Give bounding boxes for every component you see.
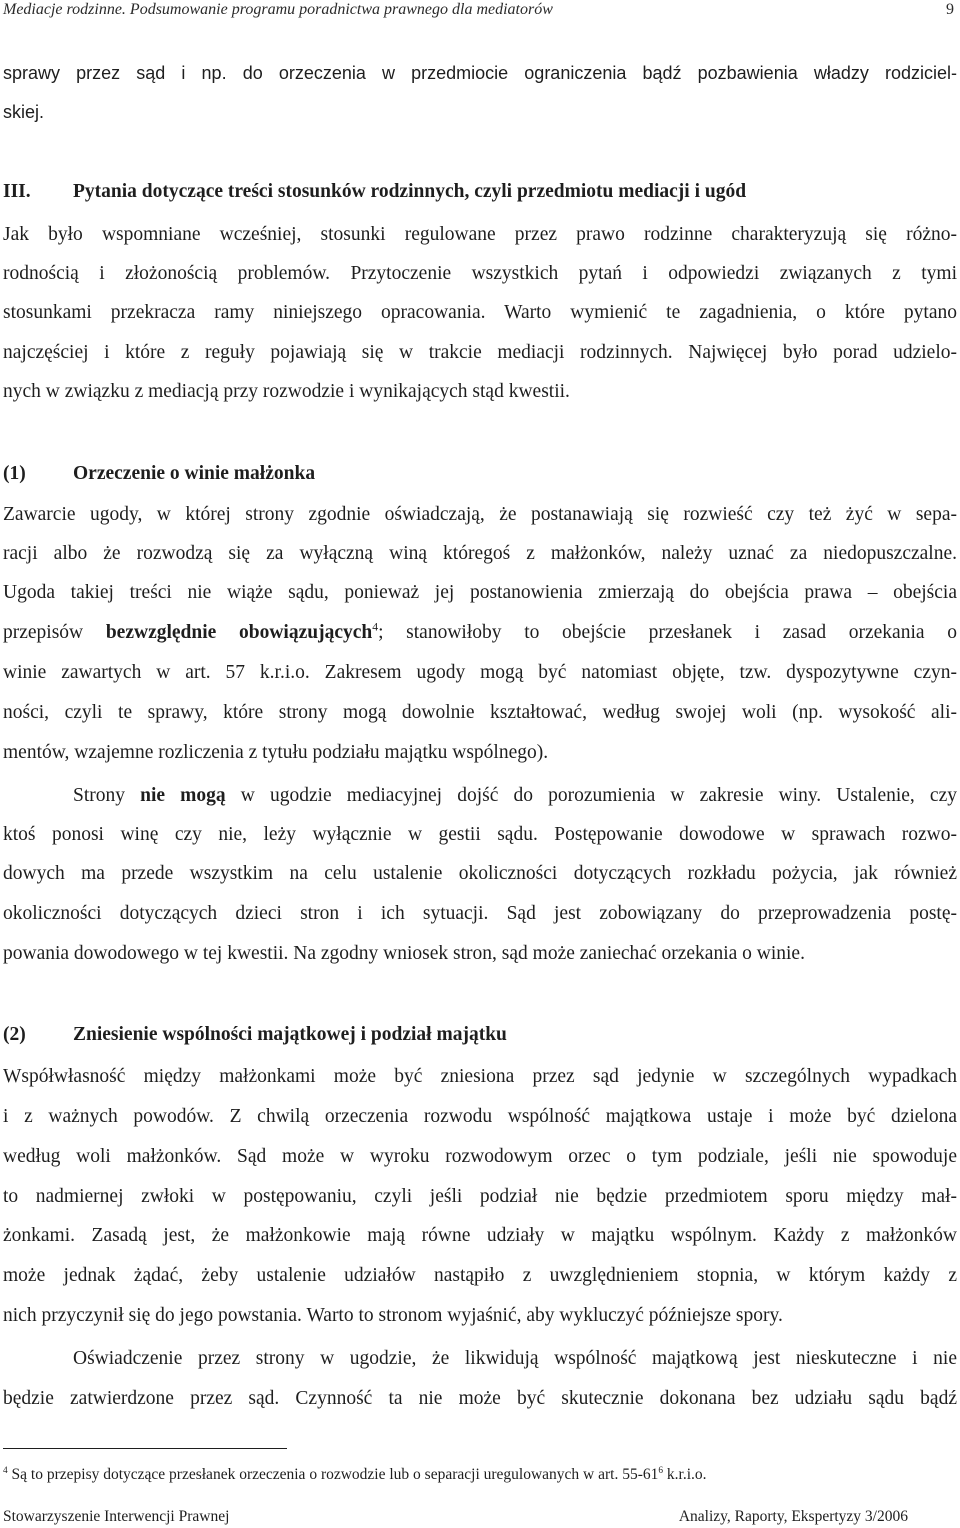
footnote-ref: 4 [372, 620, 379, 634]
bold-term: nie mogą [140, 785, 226, 806]
section-number: (1) [3, 463, 26, 484]
paragraph-line: najczęściej i które z reguły pojawiają się w trakcie mediacji rodzinnych. Najwięcej było porad udzielo- [3, 342, 957, 363]
paragraph-line: Oświadczenie przez strony w ugodzie, że likwidują wspólność majątkową jest nieskuteczne i nie [73, 1348, 957, 1369]
paragraph-line: Współwłasność między małżonkami może być zniesiona przez sąd jedynie w szczególnych wypadkach [3, 1066, 957, 1087]
paragraph-line: Ugoda takiej treści nie wiąże sądu, ponieważ jej postanowienia zmierzają do obejścia prawa – obejścia [3, 582, 957, 603]
intro-line-1: sprawy przez sąd i np. do orzeczenia w przedmiocie ograniczenia bądź pozbawienia władzy rodziciel- [3, 63, 957, 83]
paragraph-line: okoliczności dotyczących dzieci stron i ich sytuacji. Sąd jest zobowiązany do przeprowadzenia postę- [3, 903, 957, 924]
section-heading-2 [3, 1022, 957, 1048]
paragraph-line: Zawarcie ugody, w której strony zgodnie oświadczają, że postanawiają się rozwieść czy też żyć w sepa- [3, 504, 957, 525]
footnote-tail: k.r.i.o. [663, 1466, 707, 1483]
paragraph-line: rodnością i złożonością problemów. Przytoczenie wszystkich pytań i odpowiedzi związanych z tymi [3, 263, 957, 284]
paragraph-line: Jak było wspomniane wcześniej, stosunki regulowane przez prawo rodzinne charakteryzują się różno- [3, 224, 957, 245]
running-header: Mediacje rodzinne. Podsumowanie programu poradnictwa prawnego dla mediatorów [3, 1, 553, 18]
section-title: Pytania dotyczące treści stosunków rodzinnych, czyli przedmiotu mediacji i ugód [73, 181, 747, 202]
section-number: III. [3, 181, 31, 202]
bold-term: bezwzględnie obowiązujących [105, 622, 373, 643]
paragraph-line: nych w związku z mediacją przy rozwodzie i wynikających stąd kwestii. [3, 381, 570, 402]
footer-series: Analizy, Raporty, Ekspertyzy 3/2006 [678, 1508, 908, 1525]
section-number: (2) [3, 1024, 26, 1045]
footnote-sup: 6 [658, 1465, 664, 1476]
text-run: w ugodzie mediacyjnej dojść do porozumienia w zakresie winy. Ustalenie, czy [225, 785, 957, 806]
paragraph-line: według woli małżonków. Sąd może w wyroku rozwodowym orzec o tym podziale, jeśli nie spowoduje [3, 1146, 957, 1167]
paragraph-line [73, 783, 957, 809]
paragraph-line: nich przyczynił się do jego powstania. Warto to stronom wyjaśnić, aby wykluczyć późniejsze spory. [3, 1305, 783, 1326]
paragraph-line: może jednak żądać, żeby ustalenie udziałów nastąpiło z uwzględnieniem stopnia, w którym każdy z [3, 1265, 957, 1286]
section-title: Zniesienie wspólności majątkowej i podział majątku [73, 1024, 507, 1045]
paragraph-line: powania dowodowego w tej kwestii. Na zgodny wniosek stron, sąd może zaniechać orzekania o winie. [3, 943, 805, 964]
paragraph-line: i z ważnych powodów. Z chwilą orzeczenia rozwodu wspólność majątkowa ustaje i może być dzielona [3, 1106, 957, 1127]
paragraph-line: racji albo że rozwodzą się za wyłączną winą któregoś z małżonków, należy uznać za niedopuszczalne. [3, 543, 957, 564]
section-title: Orzeczenie o winie małżonka [73, 463, 316, 484]
footnote-marker: 4 [3, 1465, 8, 1476]
paragraph-line: ności, czyli te sprawy, które strony mogą dowolnie kształtować, według swojej woli (np. wysokość ali- [3, 702, 957, 723]
footnote-text: Są to przepisy dotyczące przesłanek orzeczenia o rozwodzie lub o separacji uregulowanych w art. 55-61 [7, 1466, 659, 1483]
intro-line-2: skiej. [3, 102, 45, 122]
paragraph-line: winie zawartych w art. 57 k.r.i.o. Zakresem ugody mogą być natomiast objęte, tzw. dyspozytywne czyn- [3, 662, 957, 683]
paragraph-line: ktoś ponosi winę czy nie, leży wyłącznie w gestii sądu. Postępowanie dowodowe w sprawach rozwo- [3, 824, 957, 845]
footer-organization: Stowarzyszenie Interwencji Prawnej [3, 1508, 230, 1525]
footnote-separator [3, 1448, 287, 1449]
section-heading-1 [3, 461, 957, 487]
text-run: Strony [73, 785, 141, 806]
text-run: ; stanowiłoby to obejście przesłanek i zasad orzekania o [378, 622, 957, 643]
paragraph-line [3, 620, 957, 646]
paragraph-line: żonkami. Zasadą jest, że małżonkowie mają równe udziały w majątku wspólnym. Każdy z małżonków [3, 1225, 957, 1246]
section-heading-iii [3, 179, 957, 205]
paragraph-line: stosunkami przekracza ramy niniejszego opracowania. Warto wymienić te zagadnienia, o które pytano [3, 302, 957, 323]
paragraph-line: dowych ma przede wszystkim na celu ustalenie okoliczności dotyczących rozkładu pożycia, jak również [3, 863, 957, 884]
text-run: przepisów [3, 622, 106, 643]
paragraph-line: będzie zatwierdzone przez sąd. Czynność ta nie może być skutecznie dokonana bez udziału sądu bądź [3, 1388, 957, 1409]
paragraph-line: mentów, wzajemne rozliczenia z tytułu podziału majątku wspólnego). [3, 742, 549, 763]
page-number: 9 [946, 1, 954, 18]
paragraph-line: to nadmiernej zwłoki w postępowaniu, czyli jeśli podział nie będzie przedmiotem sporu między mał- [3, 1186, 957, 1207]
footnote [3, 1466, 707, 1484]
